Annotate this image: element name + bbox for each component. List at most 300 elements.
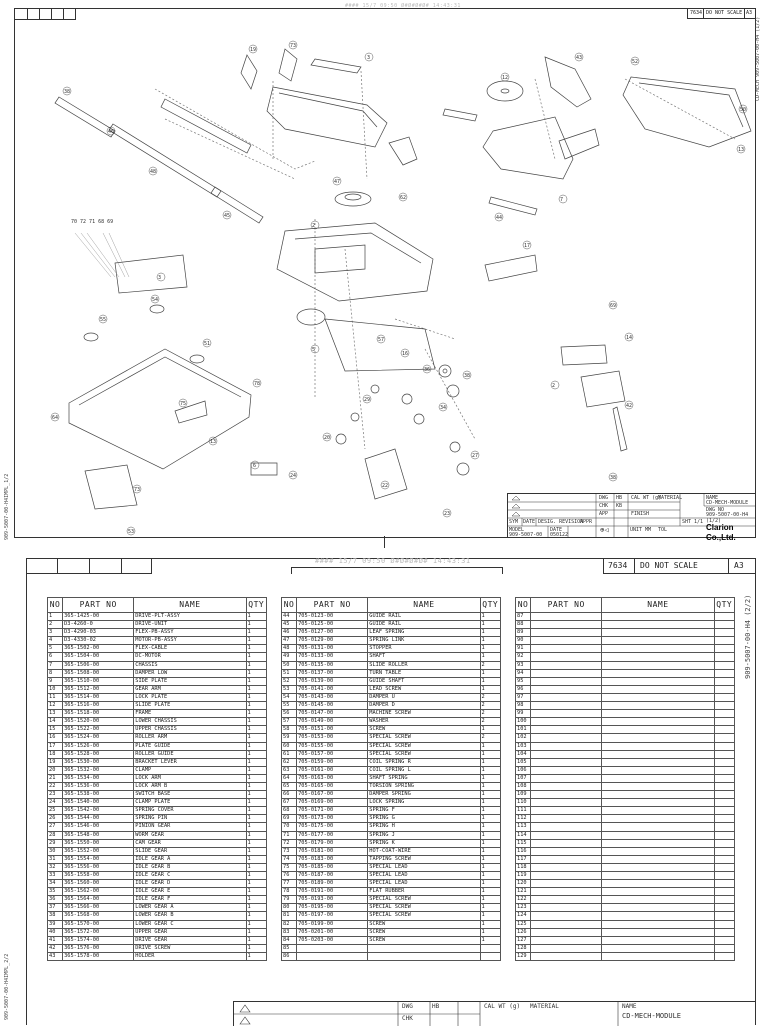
svg-text:46: 46 [108, 129, 115, 135]
table-row [48, 823, 267, 831]
table-row [282, 944, 501, 952]
table-row [516, 758, 735, 766]
table-row [516, 896, 735, 904]
table-row [282, 661, 501, 669]
cell-part-no: 365-1556-00 [63, 863, 134, 871]
cell-no: 47 [282, 637, 297, 645]
cell-name: SWITCH BASE [134, 791, 246, 799]
cell-qty [714, 855, 734, 863]
cell-part-no: 365-1538-00 [63, 791, 134, 799]
table-row [282, 613, 501, 621]
cell-no: 83 [282, 928, 297, 936]
cell-part-no: 365-1530-00 [63, 758, 134, 766]
table-row [282, 855, 501, 863]
cell-no: 45 [282, 621, 297, 629]
table-row [516, 782, 735, 790]
cell-name: DRIVE SCREW [134, 944, 246, 952]
cell-no: 81 [282, 912, 297, 920]
table-row [48, 944, 267, 952]
cell-name: COIL SPRING R [368, 758, 480, 766]
cell-qty: 1 [246, 742, 266, 750]
gear-train-part [336, 365, 469, 475]
cell-no: 72 [282, 839, 297, 847]
cell-part-no [531, 702, 602, 710]
cell-no: 94 [516, 669, 531, 677]
cell-qty: 1 [246, 718, 266, 726]
table-row [516, 718, 735, 726]
svg-text:2: 2 [312, 223, 316, 229]
cell-part-no [531, 839, 602, 847]
cell-qty [714, 888, 734, 896]
cell-name: SCREW [368, 936, 480, 944]
cell-name: WASHER [368, 718, 480, 726]
table-row [282, 872, 501, 880]
cell-no: 73 [282, 847, 297, 855]
side-code-vertical: CD-MECH 909-5007-00-H4 (1/2) [755, 16, 761, 101]
cell-no: 69 [282, 815, 297, 823]
svg-text:38: 38 [64, 89, 71, 95]
projection-symbol-icon: ⊕◁ [600, 526, 609, 534]
table-row [48, 693, 267, 701]
cell-qty: 1 [246, 669, 266, 677]
table-row [282, 710, 501, 718]
cell-qty [480, 952, 500, 960]
date-label: DATE [523, 519, 536, 525]
upper-slide-assembly [161, 49, 417, 165]
svg-text:38: 38 [464, 373, 471, 379]
table-row [48, 766, 267, 774]
cell-no: 120 [516, 880, 531, 888]
table-row [48, 863, 267, 871]
cell-name [602, 872, 714, 880]
cell-name: IDLE GEAR D [134, 880, 246, 888]
svg-text:24: 24 [290, 473, 297, 479]
cell-part-no [531, 742, 602, 750]
cell-qty: 2 [480, 734, 500, 742]
cell-name [602, 855, 714, 863]
cell-part-no [531, 645, 602, 653]
svg-text:36: 36 [424, 367, 431, 373]
cell-qty [714, 912, 734, 920]
cell-part-no: D3-4330-02 [63, 637, 134, 645]
table-row [516, 888, 735, 896]
cell-qty [714, 815, 734, 823]
cell-qty [714, 669, 734, 677]
cell-part-no [531, 936, 602, 944]
cell-qty: 1 [246, 653, 266, 661]
svg-text:20: 20 [324, 435, 331, 441]
top-cover-part [443, 57, 751, 215]
cell-name: MACHINE SCREW [368, 710, 480, 718]
cell-qty [714, 807, 734, 815]
sym-label: SYM [509, 519, 519, 525]
cell-part-no: 705-0185-00 [297, 863, 368, 871]
cell-name: GUIDE RAIL [368, 613, 480, 621]
cell-qty: 1 [480, 782, 500, 790]
table-row [282, 791, 501, 799]
margin-code-top: 909-5007-00-H4IMPL_1/2 [4, 473, 10, 540]
table-row [516, 613, 735, 621]
cell-qty: 1 [246, 758, 266, 766]
table-row [516, 661, 735, 669]
unit-label: UNIT MM [630, 527, 652, 533]
cell-name: SHAFT [368, 653, 480, 661]
cell-name: DAMPER SPRING [368, 791, 480, 799]
table-row [48, 904, 267, 912]
sheet-size: A3 [746, 10, 753, 16]
svg-text:27: 27 [472, 453, 479, 459]
cell-no: 63 [282, 766, 297, 774]
table-row [516, 847, 735, 855]
cell-qty: 2 [480, 710, 500, 718]
table-row [48, 629, 267, 637]
svg-text:70 72 71 68 69: 70 72 71 68 69 [71, 219, 114, 225]
cell-name: LOCK PLATE [134, 693, 246, 701]
svg-text:57: 57 [378, 337, 385, 343]
cell-name [602, 952, 714, 960]
cell-qty: 1 [480, 807, 500, 815]
col-qty-header: QTY [480, 598, 500, 613]
cell-no: 42 [48, 944, 63, 952]
cell-no: 106 [516, 766, 531, 774]
cell-qty: 1 [480, 928, 500, 936]
cell-no: 76 [282, 872, 297, 880]
cell-part-no: 705-0159-00 [297, 758, 368, 766]
table-row [282, 726, 501, 734]
cell-name: SCREW [368, 928, 480, 936]
cell-qty: 1 [246, 952, 266, 960]
turntable-part [335, 81, 523, 206]
cell-qty: 1 [480, 823, 500, 831]
cell-part-no [531, 847, 602, 855]
tol-label: TOL [658, 527, 668, 533]
table-row [48, 637, 267, 645]
cell-no: 56 [282, 710, 297, 718]
parts-table-2-body [282, 613, 501, 961]
cell-part-no: 365-1528-00 [63, 750, 134, 758]
cell-part-no [531, 880, 602, 888]
table-row [48, 872, 267, 880]
cell-no: 46 [282, 629, 297, 637]
cell-no: 25 [48, 807, 63, 815]
cell-qty: 1 [480, 920, 500, 928]
cell-name [602, 758, 714, 766]
cell-no: 75 [282, 863, 297, 871]
col-no-header: NO [48, 598, 63, 613]
cell-name [602, 685, 714, 693]
cell-qty [714, 766, 734, 774]
cell-no: 23 [48, 791, 63, 799]
cell-name: COIL SPRING L [368, 766, 480, 774]
svg-text:53: 53 [128, 529, 135, 535]
svg-text:64: 64 [52, 415, 59, 421]
cell-qty [714, 831, 734, 839]
cell-name: DAMPER LOW [134, 669, 246, 677]
cell-name: SPECIAL LEAD [368, 880, 480, 888]
cell-part-no: 705-0187-00 [297, 872, 368, 880]
table-row [282, 863, 501, 871]
cell-part-no: 705-0179-00 [297, 839, 368, 847]
table-row [282, 815, 501, 823]
svg-text:51: 51 [204, 341, 211, 347]
table-row [516, 677, 735, 685]
cell-part-no: 705-0131-00 [297, 645, 368, 653]
cell-qty: 1 [480, 677, 500, 685]
table-row [48, 661, 267, 669]
cell-qty [714, 782, 734, 790]
cell-name: CAM GEAR [134, 839, 246, 847]
cell-name: TAPPING SCREW [368, 855, 480, 863]
dwg-label-2: DWG [402, 1003, 413, 1010]
table-row [282, 888, 501, 896]
svg-text:16: 16 [402, 351, 409, 357]
table-row [48, 718, 267, 726]
table-row [516, 944, 735, 952]
table-row [48, 855, 267, 863]
name-value: CD-MECH-MODULE [706, 500, 749, 506]
cell-part-no [531, 685, 602, 693]
table-row [48, 791, 267, 799]
cell-no: 50 [282, 661, 297, 669]
cell-part-no: 705-0199-00 [297, 920, 368, 928]
cell-qty: 1 [246, 815, 266, 823]
cell-qty: 1 [246, 912, 266, 920]
cell-name [602, 661, 714, 669]
cell-name [602, 936, 714, 944]
col-part-no-header: PART NO [297, 598, 368, 613]
title-block [507, 493, 756, 542]
cell-part-no: 705-0165-00 [297, 782, 368, 790]
table-row [282, 847, 501, 855]
cell-no: 35 [48, 888, 63, 896]
cell-qty: 1 [480, 888, 500, 896]
cell-no: 4 [48, 637, 63, 645]
cell-qty: 1 [480, 685, 500, 693]
cell-part-no: 365-1540-00 [63, 799, 134, 807]
cell-qty: 1 [480, 904, 500, 912]
table-row [48, 621, 267, 629]
cell-part-no: 705-0125-00 [297, 621, 368, 629]
cell-qty [714, 702, 734, 710]
dwg-no-value: 909-5007-00-H4 (1/2) [706, 512, 749, 524]
cell-name: LEAD SCREW [368, 685, 480, 693]
cell-qty [714, 637, 734, 645]
cell-name: SPRING F [368, 807, 480, 815]
cell-name: GEAR ARM [134, 685, 246, 693]
cell-no: 62 [282, 758, 297, 766]
cell-qty: 1 [246, 677, 266, 685]
cell-part-no [531, 734, 602, 742]
cell-name [602, 742, 714, 750]
cell-name: UPPER GEAR [134, 928, 246, 936]
cell-part-no [531, 920, 602, 928]
cell-qty: 1 [246, 782, 266, 790]
cell-qty [714, 718, 734, 726]
svg-text:13: 13 [210, 439, 217, 445]
cell-no: 34 [48, 880, 63, 888]
table-row [48, 807, 267, 815]
cell-qty: 1 [246, 904, 266, 912]
cell-qty: 1 [480, 847, 500, 855]
parts-table-3 [515, 597, 735, 961]
cell-no: 128 [516, 944, 531, 952]
company-name: Clarion Co.,Ltd. [706, 523, 736, 542]
cell-no: 52 [282, 677, 297, 685]
cell-qty: 1 [246, 645, 266, 653]
table-row [282, 734, 501, 742]
cell-no: 58 [282, 726, 297, 734]
cell-qty [714, 944, 734, 952]
cell-qty [714, 880, 734, 888]
cell-name [602, 904, 714, 912]
table-row [516, 653, 735, 661]
cell-name [602, 766, 714, 774]
svg-text:6: 6 [253, 463, 257, 469]
table-row [282, 750, 501, 758]
cell-qty [714, 758, 734, 766]
col-qty-header: QTY [714, 598, 734, 613]
svg-text:19: 19 [250, 47, 257, 53]
cell-part-no [531, 637, 602, 645]
cell-qty: 1 [480, 936, 500, 944]
cell-name: CLAMP PLATE [134, 799, 246, 807]
cell-name [602, 928, 714, 936]
cell-qty: 1 [480, 766, 500, 774]
svg-text:12: 12 [502, 75, 509, 81]
cell-qty [714, 613, 734, 621]
svg-text:3: 3 [158, 275, 162, 281]
cell-qty [714, 863, 734, 871]
svg-text:29: 29 [364, 397, 371, 403]
cell-no: 30 [48, 847, 63, 855]
table-row [48, 774, 267, 782]
cell-name: IDLE GEAR E [134, 888, 246, 896]
table-row [282, 839, 501, 847]
cell-qty: 1 [246, 629, 266, 637]
cell-name: LEAF SPRING [368, 629, 480, 637]
cell-qty [714, 645, 734, 653]
cell-part-no: 705-0123-00 [297, 613, 368, 621]
center-tab [291, 567, 503, 574]
cell-name: SHAFT SPRING [368, 774, 480, 782]
table-row [48, 831, 267, 839]
cell-no: 102 [516, 734, 531, 742]
table-row [282, 799, 501, 807]
cell-no: 22 [48, 782, 63, 790]
cell-part-no [531, 815, 602, 823]
cell-qty [714, 920, 734, 928]
cell-no: 74 [282, 855, 297, 863]
parts-table-2 [281, 597, 501, 961]
cell-no: 27 [48, 823, 63, 831]
cell-no: 5 [48, 645, 63, 653]
cell-part-no: D3-4290-03 [63, 629, 134, 637]
table-row [516, 702, 735, 710]
cell-name [602, 944, 714, 952]
svg-text:17: 17 [524, 243, 531, 249]
cell-name [602, 613, 714, 621]
cell-qty [714, 936, 734, 944]
cell-name [602, 920, 714, 928]
cell-part-no: 705-0151-00 [297, 726, 368, 734]
cell-qty: 1 [480, 750, 500, 758]
cell-qty: 1 [246, 702, 266, 710]
cell-name: UPPER CHASSIS [134, 726, 246, 734]
cell-part-no [531, 669, 602, 677]
cell-qty [714, 653, 734, 661]
cell-no: 108 [516, 782, 531, 790]
cell-name [602, 750, 714, 758]
cell-no: 78 [282, 888, 297, 896]
col-name-header: NAME [134, 598, 246, 613]
cell-no: 71 [282, 831, 297, 839]
cell-part-no [531, 766, 602, 774]
cell-name: BRACKET LEVER [134, 758, 246, 766]
material-label: MATERIAL [658, 495, 683, 501]
cell-part-no: 705-0135-00 [297, 661, 368, 669]
cell-no: 101 [516, 726, 531, 734]
cell-no: 54 [282, 693, 297, 701]
cell-no: 104 [516, 750, 531, 758]
cell-part-no [531, 726, 602, 734]
parts-table-1-body [48, 613, 267, 961]
cell-name: SPECIAL LEAD [368, 872, 480, 880]
cell-part-no: 365-1544-00 [63, 815, 134, 823]
table-row [282, 936, 501, 944]
cell-no: 99 [516, 710, 531, 718]
cell-no: 21 [48, 774, 63, 782]
table-row [48, 726, 267, 734]
col-name-header: NAME [602, 598, 714, 613]
cell-part-no [531, 791, 602, 799]
header-box-right-2 [603, 559, 756, 574]
cell-part-no: 705-0133-00 [297, 653, 368, 661]
model-label: MODEL [509, 527, 525, 533]
cell-part-no: 365-1518-00 [63, 710, 134, 718]
cell-name: SPECIAL SCREW [368, 734, 480, 742]
cell-part-no [531, 928, 602, 936]
cell-part-no: 705-0191-00 [297, 888, 368, 896]
cell-no: 87 [516, 613, 531, 621]
svg-text:3: 3 [367, 55, 371, 61]
cell-part-no: 365-1522-00 [63, 726, 134, 734]
cell-qty [714, 661, 734, 669]
cell-qty: 2 [480, 718, 500, 726]
cell-qty [714, 742, 734, 750]
cell-qty [714, 685, 734, 693]
svg-text:54: 54 [152, 297, 159, 303]
cell-part-no [531, 855, 602, 863]
cell-no: 97 [516, 693, 531, 701]
cell-part-no: 705-0203-00 [297, 936, 368, 944]
cell-name: PLATE GUIDE [134, 742, 246, 750]
cell-no: 7 [48, 661, 63, 669]
cell-name [602, 726, 714, 734]
cell-no: 116 [516, 847, 531, 855]
table-row [48, 645, 267, 653]
col-qty-header: QTY [246, 598, 266, 613]
svg-text:23: 23 [444, 511, 451, 517]
cell-no: 92 [516, 653, 531, 661]
cell-qty: 2 [480, 702, 500, 710]
table-row [48, 888, 267, 896]
parts-table-1 [47, 597, 267, 961]
cell-name: SPECIAL SCREW [368, 904, 480, 912]
dwg-no-label: DWG NO [706, 507, 725, 513]
cell-part-no [531, 896, 602, 904]
cell-part-no: 705-0163-00 [297, 774, 368, 782]
cell-no: 118 [516, 863, 531, 871]
